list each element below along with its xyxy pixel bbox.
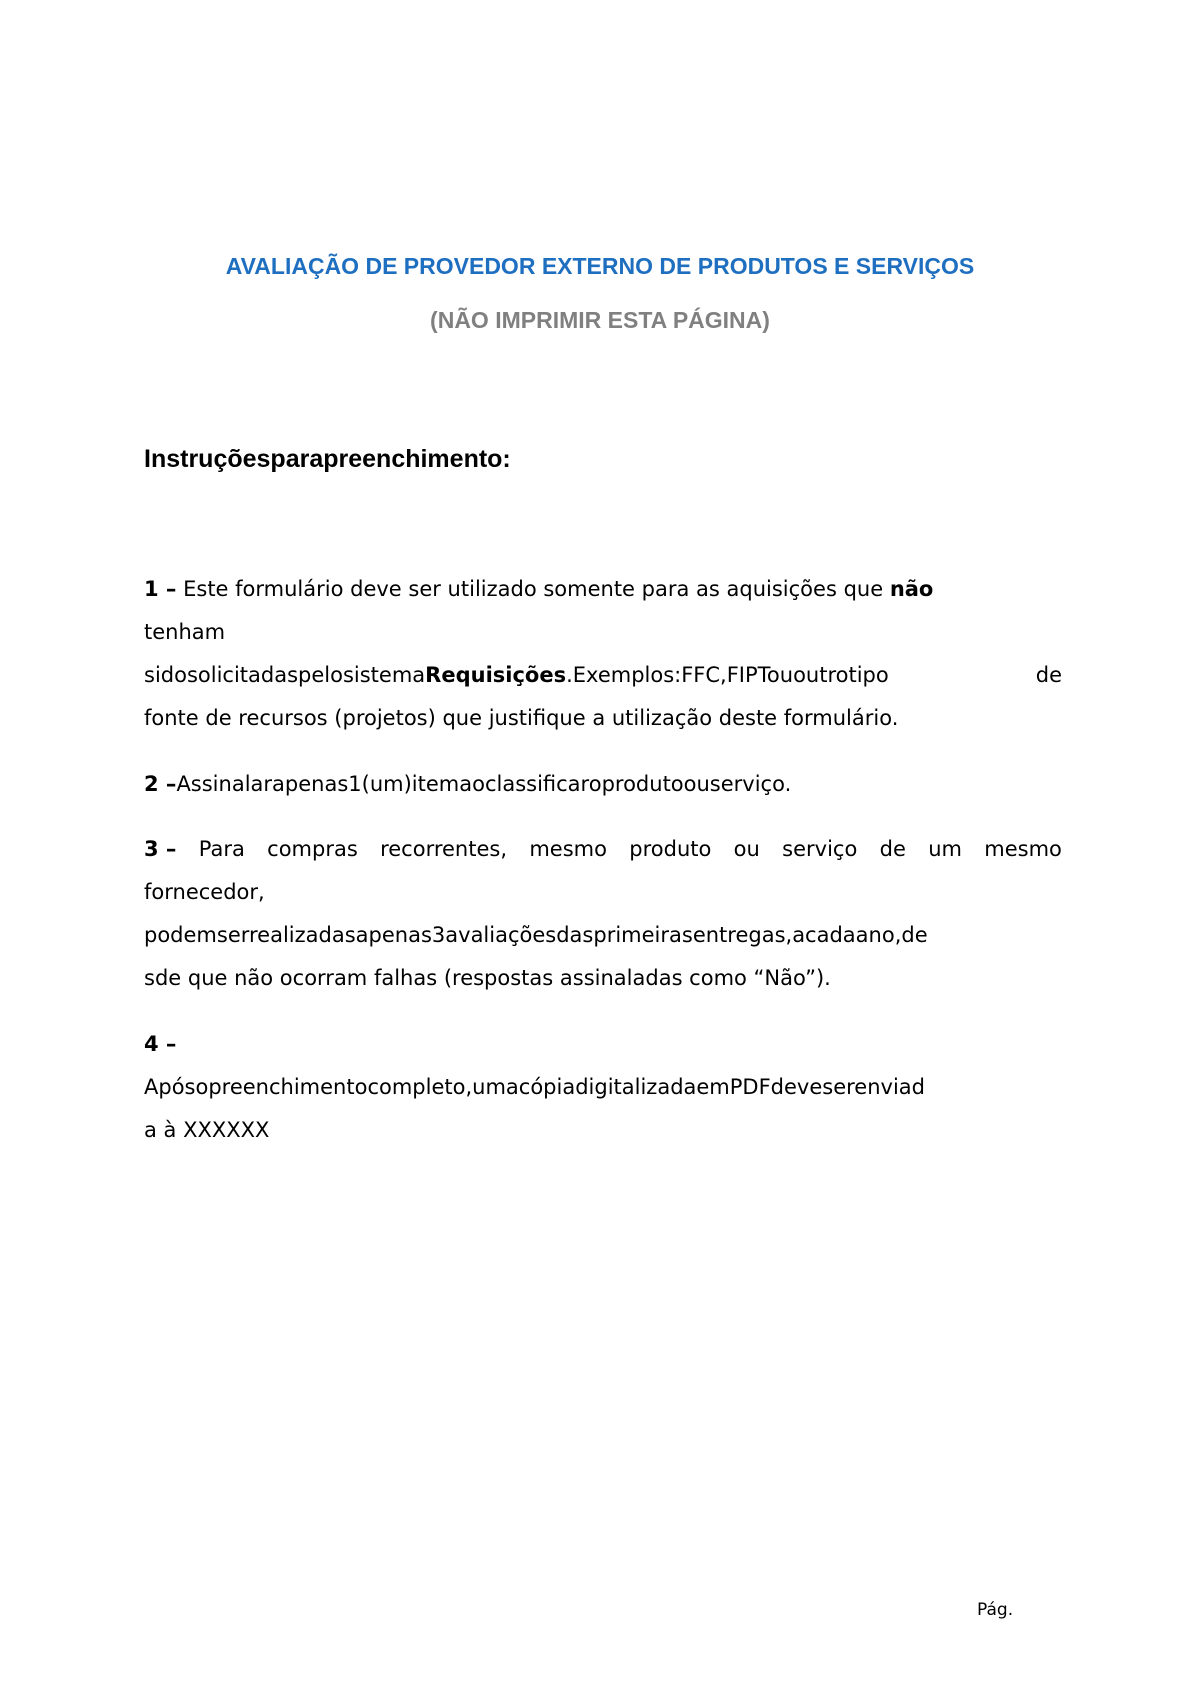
item-3-line-1 [144,828,1062,871]
item-2-line-1 [144,763,1062,806]
item-4-line-1 [144,1023,1062,1066]
instruction-item-3 [144,828,1062,1000]
item-3-number: 3 – [144,837,177,861]
instructions-heading: Instruçõesparapreenchimento: [144,445,511,473]
item-3-word: mesmo [529,837,607,861]
item-3-word: Para [198,837,245,861]
item-1-text: Este formulário deve ser utilizado somente para as aquisições que [176,577,890,601]
item-3-word: de [879,837,906,861]
item-4-line-2: Apósopreenchimentocompleto,umacópiadigitalizadaemPDFdeveserenviad [144,1075,925,1099]
item-1-requisicoes: Requisições [425,663,567,687]
instruction-item-1 [144,568,1062,740]
item-2-text: Assinalarapenas1(um)itemaoclassificaroprodutoouserviço. [176,772,792,796]
item-1-line-2: tenham [144,620,226,644]
item-1-line-1 [144,568,1062,611]
item-3-word: serviço [782,837,858,861]
item-3-word: compras [267,837,358,861]
item-4-number: 4 – [144,1032,177,1056]
item-3-line-3: podemserrealizadasapenas3avaliaçõesdasprimeirasentregas,acadaano,de [144,923,928,947]
item-4-line-3: a à XXXXXX [144,1118,270,1142]
item-3-line-2: fornecedor, [144,880,265,904]
page-footer: Pág. [977,1600,1014,1620]
item-1-line-4: fonte de recursos (projetos) que justifique a utilização deste formulário. [144,706,899,730]
item-1-line-3-main: sidosolicitadaspelosistemaRequisições.Exemplos:FFC,FIPTououtrotipo [144,663,889,687]
item-1-line-3 [144,654,1062,697]
item-3-line-4: sde que não ocorram falhas (respostas assinaladas como “Não”). [144,966,831,990]
item-3-word: um [928,837,962,861]
item-3-word: recorrentes, [380,837,508,861]
document-title: AVALIAÇÃO DE PROVEDOR EXTERNO DE PRODUTOS E SERVIÇOS [225,253,975,279]
item-2-number: 2 – [144,772,177,796]
document-subtitle: (NÃO IMPRIMIR ESTA PÁGINA) [430,307,770,333]
instruction-item-4 [144,1023,1062,1152]
instruction-item-2 [144,763,1062,806]
item-1-line-3-end: de [1035,663,1062,687]
item-3-word: mesmo [984,837,1062,861]
item-3-word: produto [629,837,712,861]
item-1-number: 1 – [144,577,177,601]
item-1-bold-word: não [889,577,934,601]
item-3-word: ou [733,837,760,861]
